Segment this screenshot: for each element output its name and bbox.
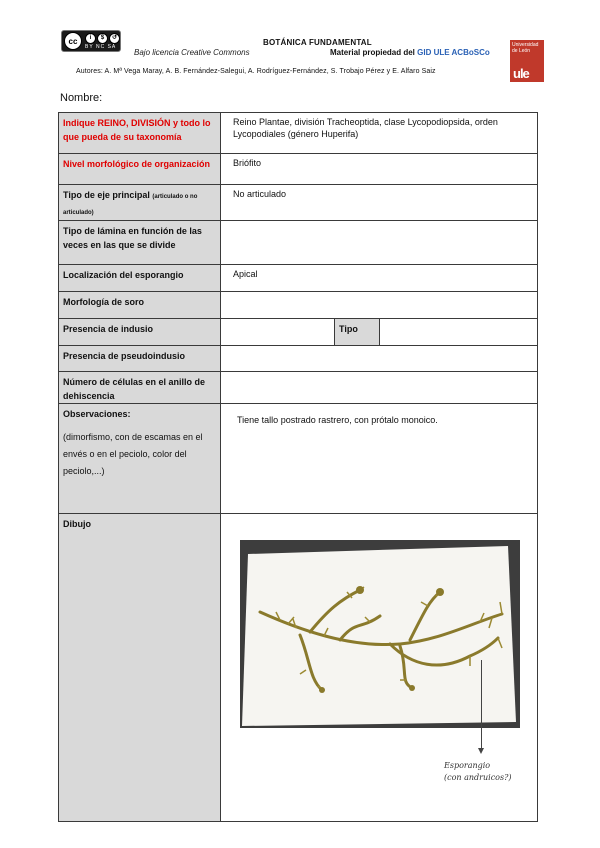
row-observations — [59, 404, 538, 514]
row-morphology — [59, 154, 538, 185]
row-axis — [59, 185, 538, 221]
research-group: GID ULE ACBoSCo — [417, 48, 490, 57]
creative-commons-badge — [61, 30, 121, 52]
attribution-icon: i — [85, 33, 96, 44]
row-cells — [59, 372, 538, 404]
row-indusio — [59, 319, 538, 346]
morphology-value[interactable]: Briófito — [221, 154, 538, 185]
specimen-photo — [240, 540, 520, 728]
sporangium-label: Localización del esporangio — [59, 265, 221, 292]
drawing-annotation — [444, 760, 512, 784]
morphology-label: Nivel morfológico de organización — [59, 154, 221, 185]
cc-icon: cc — [64, 32, 82, 50]
drawing-label: Dibujo — [59, 514, 221, 822]
cells-label: Número de células en el anillo de dehiscencia — [59, 372, 221, 404]
university-name: Universidad de León — [512, 42, 539, 54]
noncommercial-icon: $ — [97, 33, 108, 44]
property-prefix: Material propiedad del — [330, 48, 418, 57]
annotation-line-2: (con andruicos?) — [444, 773, 512, 782]
lamina-label: Tipo de lámina en función de las veces en las que se divide — [59, 221, 221, 265]
observations-value[interactable]: Tiene tallo postrado rastrero, con prótalo monoico. — [221, 404, 538, 514]
document-header — [0, 0, 600, 90]
sporangium-value[interactable]: Apical — [221, 265, 538, 292]
observations-hint: (dimorfismo, con de escamas en el envés o en el peciolo, color del peciolo,...) — [63, 432, 203, 476]
tipo-value[interactable] — [380, 319, 538, 346]
axis-label — [59, 185, 221, 221]
row-pseudoindusio — [59, 346, 538, 372]
university-mark: ule — [513, 66, 529, 81]
row-lamina — [59, 221, 538, 265]
soro-label: Morfología de soro — [59, 292, 221, 319]
pseudoindusio-value[interactable] — [221, 346, 538, 372]
row-soro — [59, 292, 538, 319]
specimen-illustration — [240, 540, 520, 728]
soro-value[interactable] — [221, 292, 538, 319]
cells-value[interactable] — [221, 372, 538, 404]
pseudoindusio-label: Presencia de pseudoindusio — [59, 346, 221, 372]
annotation-arrow-line — [481, 660, 482, 750]
nombre-label: Nombre: — [60, 92, 103, 104]
authors-line: Autores: A. Mª Vega Maray, A. B. Fernández-Salegui, A. Rodríguez-Fernández, S. Trobajo Pérez y E. Alfaro Saiz — [76, 68, 436, 75]
indusio-value[interactable] — [221, 319, 335, 346]
material-property — [330, 48, 490, 57]
axis-value[interactable]: No articulado — [221, 185, 538, 221]
annotation-arrowhead — [478, 748, 484, 754]
axis-label-text: Tipo de eje principal — [63, 190, 150, 200]
observations-title: Observaciones: — [63, 409, 131, 419]
taxonomy-label: Indique REINO, DIVISIÓN y todo lo que pueda de su taxonomía — [59, 113, 221, 154]
taxonomy-value[interactable]: Reino Plantae, división Tracheoptida, clase Lycopodiopsida, orden Lycopodiales (género Huperifa) — [221, 113, 538, 154]
lamina-value[interactable] — [221, 221, 538, 265]
axis-label-hint: (articulado o no articulado) — [63, 194, 198, 216]
tipo-label: Tipo — [335, 319, 380, 346]
row-taxonomy — [59, 113, 538, 154]
license-text: Bajo licencia Creative Commons — [134, 48, 250, 57]
row-sporangium — [59, 265, 538, 292]
university-logo — [510, 40, 544, 82]
observations-label — [59, 404, 221, 514]
annotation-line-1: Esporangio — [444, 761, 491, 770]
indusio-label: Presencia de indusio — [59, 319, 221, 346]
course-title: BOTÁNICA FUNDAMENTAL — [263, 38, 372, 47]
license-codes: BY NC SA — [85, 44, 117, 50]
sharealike-icon: ↺ — [109, 33, 120, 44]
